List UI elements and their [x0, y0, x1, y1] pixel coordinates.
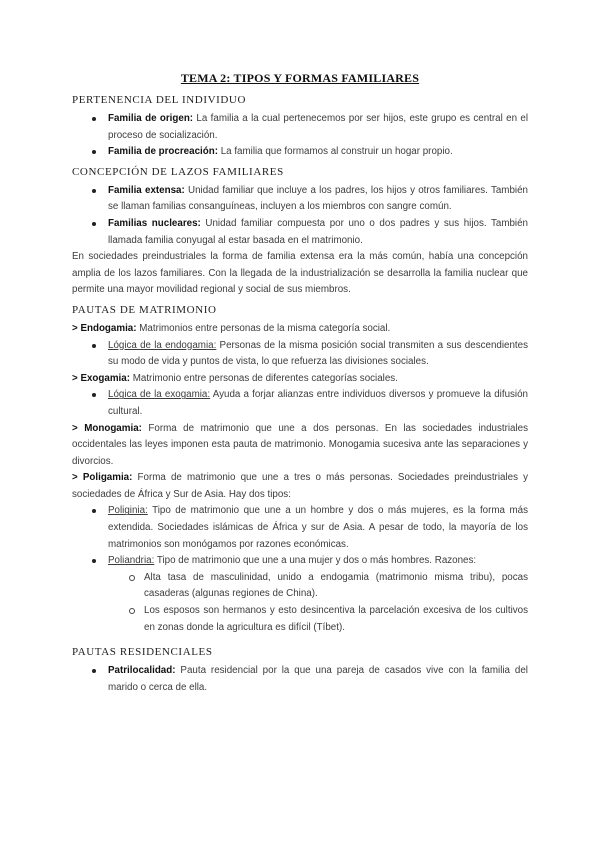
- list-residenciales: [72, 663, 528, 696]
- definition: Unidad familiar que incluye a los padres, los hijos y otros familiares. También se llaman familias consanguíneas, incluyen a los miembros con sangre común.: [108, 184, 528, 213]
- exogamia-line: [72, 371, 528, 388]
- sub-label: Lógica de la exogamia:: [108, 389, 211, 401]
- list-endogamia: [72, 338, 528, 371]
- list-item: [72, 663, 528, 696]
- term: Patrilocalidad:: [108, 665, 176, 677]
- term: Familia de procreación:: [108, 146, 218, 158]
- definition: Personas de la misma posición social transmiten a sus descendientes su modo de vida y puntos de vista, lo que refuerza las divisiones sociales.: [108, 339, 528, 368]
- sub-label: Poliandria:: [108, 555, 155, 567]
- definition: Pauta residencial por la que una pareja de casados vive con la familia del marido o cerca de ella.: [108, 665, 528, 693]
- monogamia-line: [72, 421, 528, 471]
- list-item: [72, 111, 528, 144]
- list-item: [72, 553, 528, 570]
- document-title: TEMA 2: TIPOS Y FORMAS FAMILIARES: [180, 71, 420, 85]
- sub-label: Lógica de la endogamia:: [108, 339, 217, 351]
- list-item: Alta tasa de masculinidad, unido a endogamia (matrimonio misma tribu), pocas casaderas (algunas regiones de China).: [72, 570, 528, 603]
- definition: Matrimonios entre personas de la misma categoría social.: [136, 322, 391, 334]
- definition: La familia que formamos al construir un hogar propio.: [217, 146, 453, 158]
- term: Familias nucleares:: [108, 217, 201, 229]
- poligamia-line: [72, 470, 528, 503]
- list-lazos: [72, 183, 528, 249]
- sub-label: Poliginia:: [108, 505, 148, 517]
- definition: Matrimonio entre personas de diferentes categorías sociales.: [130, 372, 398, 384]
- definition: Ayuda a forjar alianzas entre individuos diversos y promueve la difusión cultural.: [108, 389, 528, 417]
- term: > Monogamia:: [72, 422, 142, 434]
- section-heading-matrimonio: PAUTAS DE MATRIMONIO: [72, 303, 217, 316]
- definition: Unidad familiar compuesta por uno o dos padres y sus hijos. También llamada familia conyugal al estar basada en el matrimonio.: [108, 217, 529, 246]
- term: > Poligamia:: [72, 472, 133, 484]
- list-item: Los esposos son hermanos y esto desincentiva la parcelación excesiva de los cultivos en zonas donde la agricultura es difícil (Tíbet).: [72, 603, 528, 636]
- definition: La familia a la cual pertenecemos por ser hijos, este grupo es central en el proceso de socialización.: [108, 113, 528, 141]
- term: > Endogamia:: [72, 322, 137, 334]
- section-heading-pertenencia: PERTENENCIA DEL INDIVIDUO: [72, 94, 247, 106]
- definition: Tipo de matrimonio que une a un hombre y dos o más mujeres, es la forma más extendida. Sociedades islámicas de África y sur de Asia. A pesar de todo, la mayoría de los matrimonios son monógamos por razones económicas.: [108, 505, 528, 550]
- paragraph-lazos: En sociedades preindustriales la forma de familia extensa era la más común, había una concepción amplia de los lazos familiares. Con la llegada de la industrialización se desarrolla la familia nuclear que permite una mayor movilidad regional y social de sus miembros.: [72, 251, 528, 296]
- list-item: [72, 183, 528, 216]
- document-page: [72, 70, 528, 696]
- definition: Forma de matrimonio que une a tres o más personas. Sociedades preindustriales y sociedades de África y Sur de Asia. Hay dos tipos:: [72, 472, 528, 500]
- section-heading-lazos: CONCEPCIÓN DE LAZOS FAMILIARES: [72, 165, 284, 178]
- endogamia-line: [72, 321, 528, 338]
- list-item: [72, 387, 528, 420]
- definition: Tipo de matrimonio que une a una mujer y dos o más hombres. Razones:: [154, 555, 477, 567]
- term: Familia extensa:: [108, 184, 185, 196]
- list-item: [72, 338, 528, 371]
- list-poligamia: [72, 503, 528, 636]
- list-item: [72, 503, 528, 553]
- section-heading-residenciales: PAUTAS RESIDENCIALES: [72, 646, 213, 659]
- definition: Forma de matrimonio que une a dos personas. En las sociedades industriales occidentales las leyes imponen esta pauta de matrimonio. Monogamia sucesiva ante las separaciones y divorcios.: [72, 422, 528, 467]
- list-pertenencia: [72, 111, 528, 161]
- list-item: [72, 144, 528, 161]
- term: Familia de origen:: [108, 113, 194, 124]
- list-item: [72, 216, 528, 249]
- term: > Exogamia:: [72, 372, 130, 384]
- list-exogamia: [72, 387, 528, 420]
